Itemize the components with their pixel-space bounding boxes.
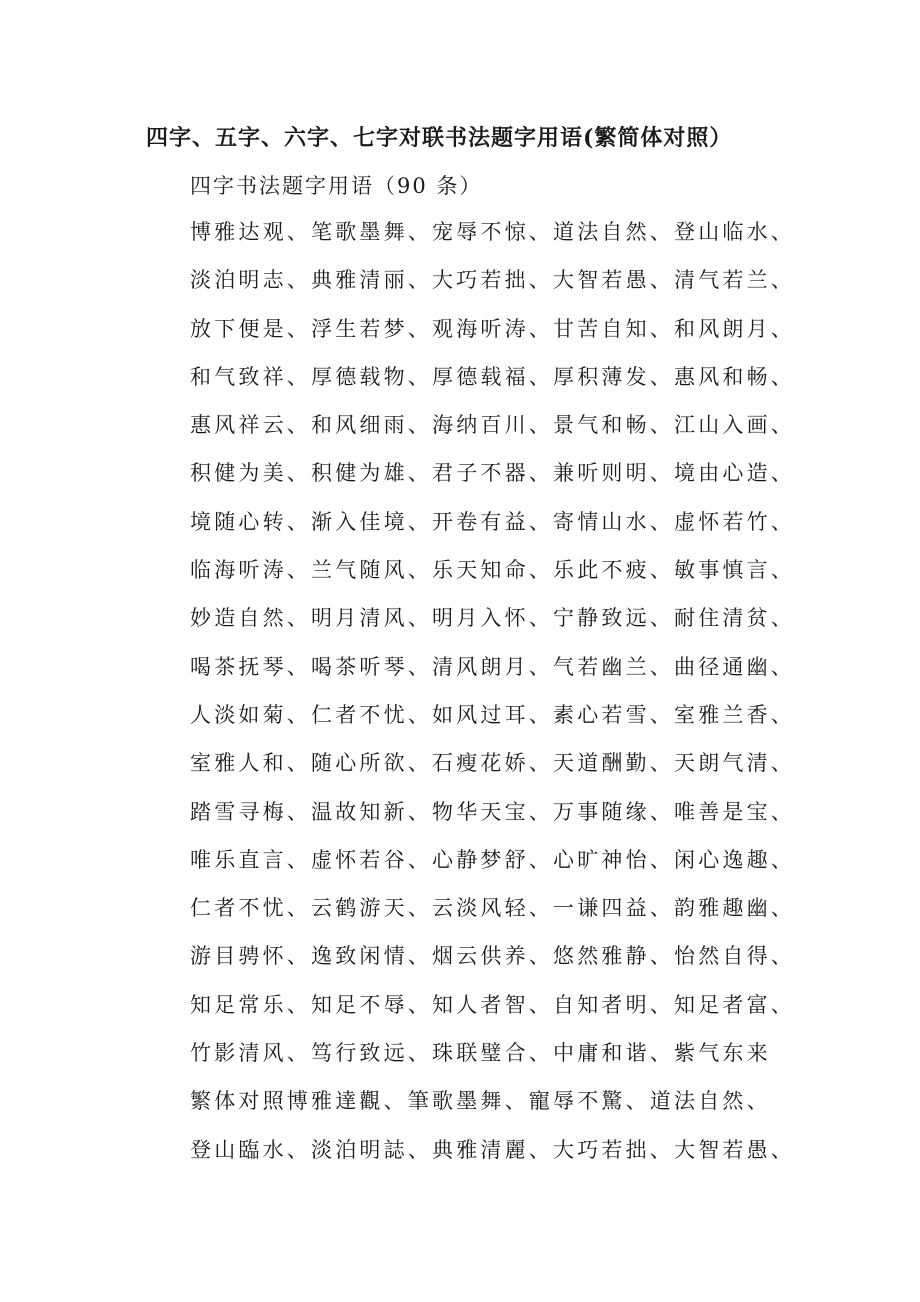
text-line: 登山臨水、淡泊明誌、典雅清麗、大巧若拙、大智若愚、: [190, 1137, 795, 1162]
text-line: 积健为美、积健为雄、君子不器、兼听则明、境由心造、: [190, 461, 795, 486]
text-line: 惠风祥云、和风细雨、海纳百川、景气和畅、江山入画、: [190, 413, 795, 438]
phrase-list: [190, 212, 795, 1178]
text-line: 临海听涛、兰气随风、乐天知命、乐此不疲、敏事慎言、: [190, 558, 795, 583]
text-line: 妙造自然、明月清风、明月入怀、宁静致远、耐住清贫、: [190, 606, 795, 631]
text-line: 仁者不忧、云鹤游天、云淡风轻、一谦四益、韵雅趣幽、: [190, 896, 795, 921]
section-heading: 四字书法题字用语（90 条）: [190, 174, 483, 198]
text-line: 放下便是、浮生若梦、观海听涛、甘苦自知、和风朗月、: [190, 316, 795, 341]
text-line: 室雅人和、随心所欲、石瘦花娇、天道酬勤、天朗气清、: [190, 751, 795, 776]
page-title: 四字、五字、六字、七字对联书法题字用语(繁简体对照）: [146, 125, 733, 151]
text-line: 唯乐直言、虚怀若谷、心静梦舒、心旷神怡、闲心逸趣、: [190, 847, 795, 872]
text-line: 竹影清风、笃行致远、珠联璧合、中庸和谐、紫气东来: [190, 1041, 771, 1066]
text-line: 人淡如菊、仁者不忧、如风过耳、素心若雪、室雅兰香、: [190, 702, 795, 727]
text-line: 喝茶抚琴、喝茶听琴、清风朗月、气若幽兰、曲径通幽、: [190, 654, 795, 679]
text-line: 知足常乐、知足不辱、知人者智、自知者明、知足者富、: [190, 992, 795, 1017]
text-line: 和气致祥、厚德载物、厚德载福、厚积薄发、惠风和畅、: [190, 364, 795, 389]
text-line: 博雅达观、笔歌墨舞、宠辱不惊、道法自然、登山临水、: [190, 220, 795, 244]
text-line: 淡泊明志、典雅清丽、大巧若拙、大智若愚、清气若兰、: [190, 268, 795, 293]
text-line: 游目骋怀、逸致闲情、烟云供养、悠然雅静、怡然自得、: [190, 944, 795, 969]
text-line: 踏雪寻梅、温故知新、物华天宝、万事随缘、唯善是宝、: [190, 799, 795, 824]
text-line: 境随心转、渐入佳境、开卷有益、寄情山水、虚怀若竹、: [190, 509, 795, 534]
text-line: 繁体对照博雅達觀、筆歌墨舞、寵辱不驚、道法自然、: [190, 1089, 771, 1114]
